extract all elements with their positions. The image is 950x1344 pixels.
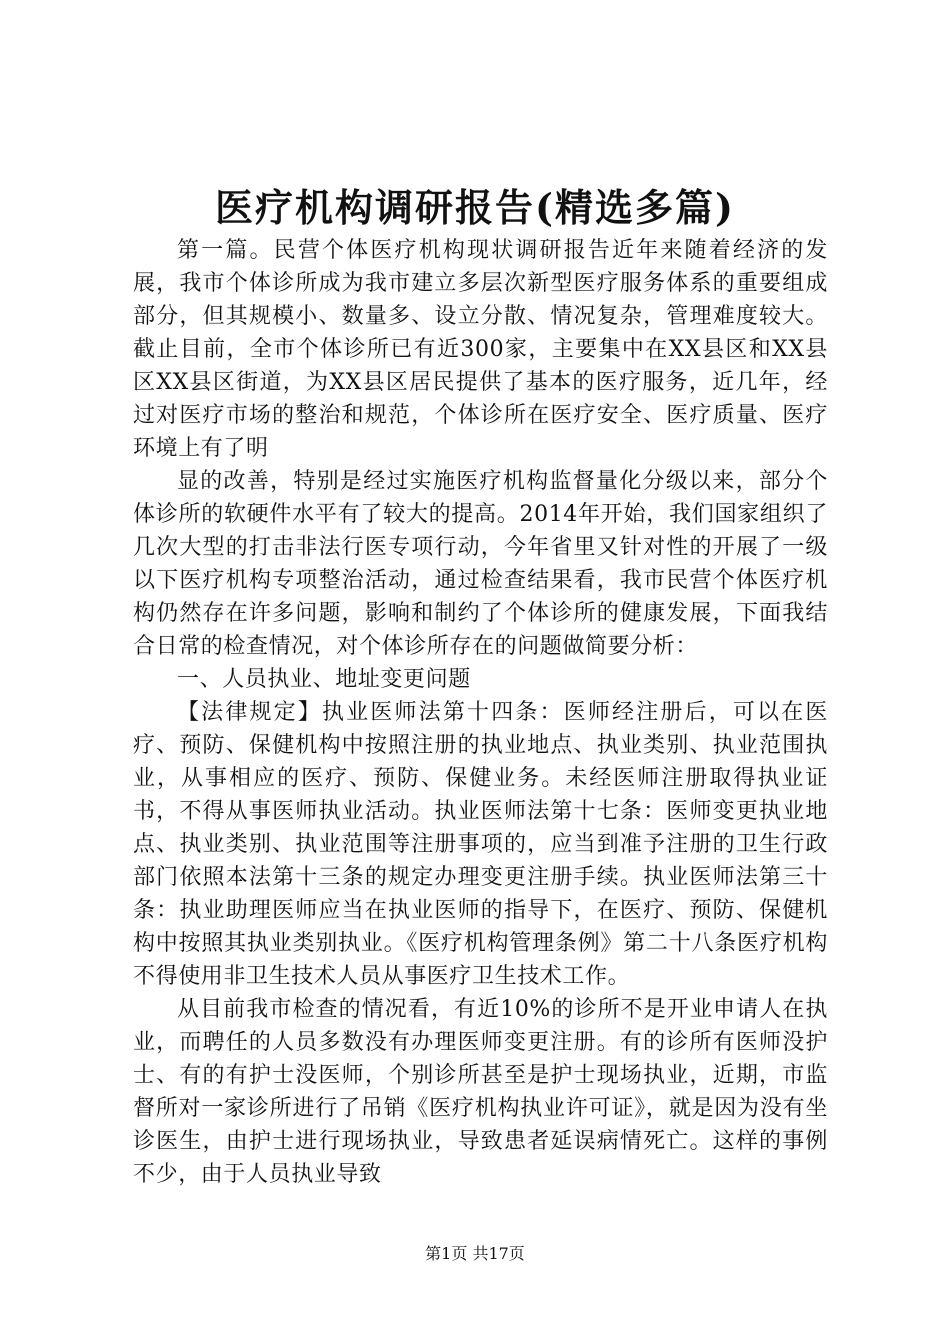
document-body: [133, 234, 828, 1191]
paragraph-1: 第一篇。民营个体医疗机构现状调研报告近年来随着经济的发展，我市个体诊所成为我市建立多层次新型医疗服务体系的重要组成部分，但其规模小、数量多、设立分散、情况复杂，管理难度较大。截止目前，全市个体诊所已有近300家，主要集中在XX县区和XX县区XX县区街道，为XX县区居民提供了基本的医疗服务，近几年，经过对医疗市场的整治和规范，个体诊所在医疗安全、医疗质量、医疗环境上有了明: [133, 238, 828, 461]
page-footer: 第1页 共17页: [425, 1244, 525, 1263]
paragraph-inspection-findings: 从目前我市检查的情况看，有近10%的诊所不是开业申请人在执业，而聘任的人员多数没有办理医师变更注册。有的诊所有医师没护士、有的有护士没医师，个别诊所甚至是护士现场执业，近期，市监督所对一家诊所进行了吊销《医疗机构执业许可证》，就是因为没有坐诊医生，由护士进行现场执业，导致患者延误病情死亡。这样的事例不少，由于人员执业导致: [133, 997, 828, 1187]
paragraph-2: 显的改善，特别是经过实施医疗机构监督量化分级以来，部分个体诊所的软硬件水平有了较大的提高。2014年开始，我们国家组织了几次大型的打击非法行医专项行动，今年省里又针对性的开展了一级以下医疗机构专项整治活动，通过检查结果看，我市民营个体医疗机构仍然存在许多问题，影响和制约了个体诊所的健康发展，下面我结合日常的检查情况，对个体诊所存在的问题做简要分析：: [133, 469, 828, 659]
document-title: 医疗机构调研报告(精选多篇): [215, 185, 735, 230]
paragraph-legal-provisions: 【法律规定】执业医师法第十四条：医师经注册后，可以在医疗、预防、保健机构中按照注册的执业地点、执业类别、执业范围执业，从事相应的医疗、预防、保健业务。未经医师注册取得执业证书，不得从事医师执业活动。执业医师法第十七条：医师变更执业地点、执业类别、执业范围等注册事项的，应当到准予注册的卫生行政部门依照本法第十三条的规定办理变更注册手续。执业医师法第三十条：执业助理医师应当在执业医师的指导下，在医疗、预防、保健机构中按照其执业类别执业。《医疗机构管理条例》第二十八条医疗机构不得使用非卫生技术人员从事医疗卫生技术工作。: [133, 700, 828, 989]
section-heading: 一、人员执业、地址变更问题: [177, 667, 471, 692]
